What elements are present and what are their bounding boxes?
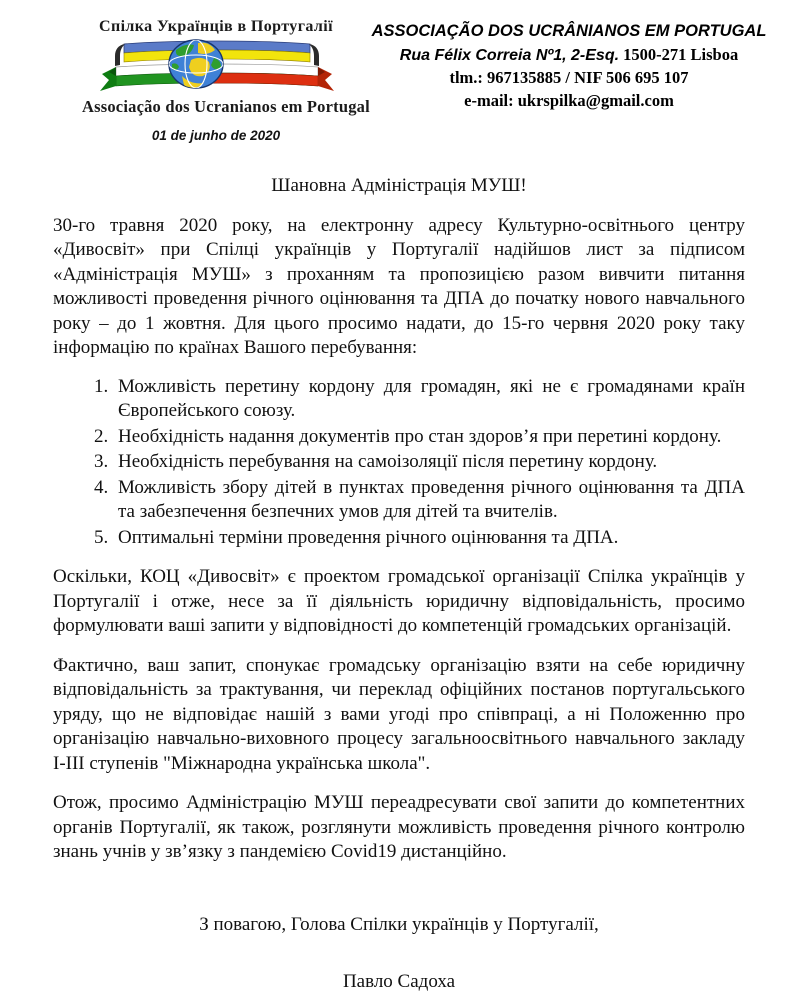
list-item: 5. Оптимальні терміни проведення річного оцінювання та ДПА. <box>113 526 745 551</box>
paragraph-legal: Фактично, ваш запит, спонукає громадську організацію взяти на себе юридичну відповідальність за трактування, чи переклад офіційних постанов португальського уряду, що не відповідає нашій з вами угоді про співпраці, а ні Положенню про організацію навчально-виховного процесу загальноосвітнього навчального закладу І-ІІІ ступенів "Міжнародна українська школа". <box>53 654 745 774</box>
contact-address <box>350 45 788 65</box>
list-item: 3. Необхідність перебування на самоізоляції після перетину кордону. <box>113 450 745 475</box>
contact-street: Rua Félix Correia Nº1, 2-Esq. <box>399 47 620 64</box>
association-logo <box>82 10 370 143</box>
signature-name: Павло Садоха <box>342 971 456 992</box>
paragraph-request: Отож, просимо Адміністрацію МУШ переадресувати свої запити до компетентних органів Португалії, як також, розглянути можливість проведення річного контролю знань учнів у зв’язку з пандемією Covid19 дистанційно. <box>53 792 745 862</box>
salutation: Шановна Адміністрація МУШ! <box>271 175 527 196</box>
contact-org-name: ASSOCIAÇÃO DOS UCRÂNIANOS EM PORTUGAL <box>371 22 767 40</box>
contact-email: e-mail: ukrspilka@gmail.com <box>464 91 674 110</box>
closing-line: З повагою, Голова Спілки українців у Португалії, <box>199 913 599 935</box>
flag-ribbon-globe-logo <box>98 38 334 96</box>
list-item: 1. Можливість перетину кордону для громадян, які не є громадянами країн Європейського союзу. <box>113 375 745 424</box>
paragraph-intro: 30-го травня 2020 року, на електронну адресу Культурно-освітнього центру «Дивосвіт» при Спілці українців у Португалії надійшов лист за підписом «Адміністрація МУШ» з проханням та пропозицією разом вивчити питання можливості проведення річного оцінювання та ДПА до початку нового навчального року – до 1 жовтня. Для цього просимо надати, до 15-го червня 2020 року таку інформацію по країнах Вашого перебування: <box>53 214 745 358</box>
list-item: 2. Необхідність надання документів про стан здоров’я при перетині кордону. <box>113 425 745 450</box>
flag-ribbon-globe-icon <box>98 38 334 96</box>
org-name-ukrainian: Спілка Українців в Португалії <box>99 18 333 35</box>
letterhead <box>0 0 798 143</box>
org-name-portuguese: Associação dos Ucranianos em Portugal <box>82 97 370 116</box>
list-item: 4. Можливість збору дітей в пунктах проведення річного оцінювання та ДПА та забезпечення безпечних умов для дітей та вчителів. <box>113 476 745 525</box>
letter-body <box>0 174 798 995</box>
request-list <box>53 375 745 551</box>
contact-block <box>350 10 788 143</box>
letter-date: 01 de junho de 2020 <box>151 128 281 143</box>
paragraph-responsibility: Оскільки, КОЦ «Дивосвіт» є проектом громадської організації Спілка українців у Португалії і отже, несе за її діяльність юридичну відповідальність, просимо формулювати ваші запити у відповідності до компетенцій громадських організацій. <box>53 566 745 636</box>
contact-phone-nif: tlm.: 967135885 / NIF 506 695 107 <box>449 68 689 87</box>
contact-city: 1500-271 Lisboa <box>619 45 739 64</box>
